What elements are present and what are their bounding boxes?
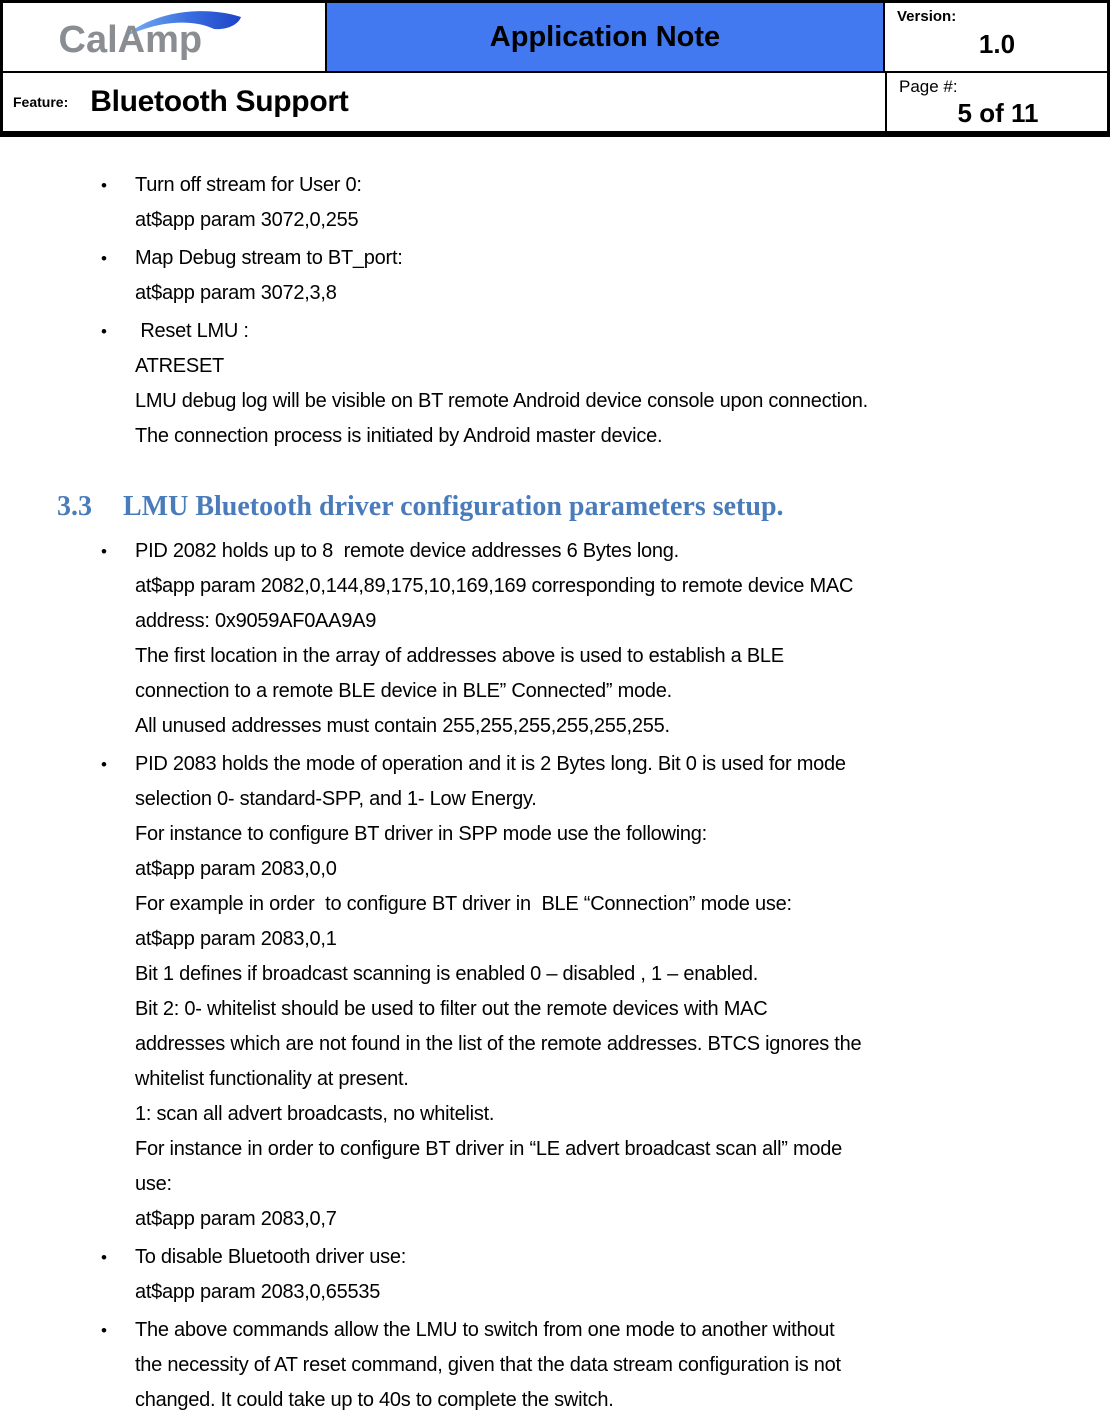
text-line: Turn off stream for User 0: xyxy=(135,174,362,196)
header-row-2 xyxy=(3,73,1107,131)
text-line: at$app param 2083,0,0 xyxy=(135,858,337,880)
text-line: at$app param 2082,0,144,89,175,10,169,169 corresponding to remote device MAC xyxy=(135,575,854,597)
text-line: at$app param 2083,0,7 xyxy=(135,1208,337,1230)
text-line: ATRESET xyxy=(135,355,225,377)
header-row-1 xyxy=(3,3,1107,73)
list-item xyxy=(0,747,1110,1237)
text-line: The connection process is initiated by Android master device. xyxy=(135,425,663,447)
text-line: PID 2083 holds the mode of operation and it is 2 Bytes long. Bit 0 is used for mode xyxy=(135,753,846,775)
text-line: at$app param 2083,0,1 xyxy=(135,928,337,950)
section-title: LMU Bluetooth driver configuration parameters setup. xyxy=(123,491,784,522)
text-line: Reset LMU : xyxy=(135,320,249,342)
bullet-icon: • xyxy=(101,322,107,341)
text-line: Map Debug stream to BT_port: xyxy=(135,247,403,269)
bullet-icon: • xyxy=(101,249,107,268)
bullet-icon: • xyxy=(101,542,107,561)
text-line: Bit 2: 0- whitelist should be used to filter out the remote devices with MAC xyxy=(135,998,768,1020)
text-line: use: xyxy=(135,1173,172,1195)
bullet-icon: • xyxy=(101,755,107,774)
version-value: 1.0 xyxy=(978,29,1016,59)
list-item xyxy=(0,314,1110,454)
bullet-icon: • xyxy=(101,1321,107,1340)
calamp-logo-text: CalAmp xyxy=(58,19,203,61)
text-line: To disable Bluetooth driver use: xyxy=(135,1246,407,1268)
calamp-logo xyxy=(57,10,272,64)
list-item xyxy=(0,241,1110,311)
list-item xyxy=(0,534,1110,744)
text-line: For instance to configure BT driver in SPP mode use the following: xyxy=(135,823,707,845)
page-label: Page #: xyxy=(899,77,958,96)
version-label: Version: xyxy=(897,8,957,25)
page-value: 5 of 11 xyxy=(957,98,1039,128)
text-line: All unused addresses must contain 255,255,255,255,255,255. xyxy=(135,715,670,737)
list-item xyxy=(0,1313,1110,1416)
section-heading xyxy=(57,488,1090,526)
text-line: selection 0- standard-SPP, and 1- Low Energy. xyxy=(135,788,537,810)
text-line: address: 0x9059AF0AA9A9 xyxy=(135,610,377,632)
text-line: addresses which are not found in the list of the remote addresses. BTCS ignores the xyxy=(135,1033,862,1055)
feature-value: Bluetooth Support xyxy=(90,85,349,118)
doc-type-title: Application Note xyxy=(489,20,721,53)
text-line: PID 2082 holds up to 8 remote device addresses 6 Bytes long. xyxy=(135,540,679,562)
feature-cell xyxy=(3,73,885,131)
doc-type-cell xyxy=(325,3,885,71)
text-line: Bit 1 defines if broadcast scanning is enabled 0 – disabled , 1 – enabled. xyxy=(135,963,759,985)
text-line: whitelist functionality at present. xyxy=(135,1068,409,1090)
text-line: For instance in order to configure BT driver in “LE advert broadcast scan all” mode xyxy=(135,1138,843,1160)
text-line: at$app param 3072,3,8 xyxy=(135,282,337,304)
text-line: connection to a remote BLE device in BLE” Connected” mode. xyxy=(135,680,672,702)
section-number: 3.3 xyxy=(57,491,92,522)
page-number-cell xyxy=(885,73,1107,131)
text-line: The above commands allow the LMU to switch from one mode to another without xyxy=(135,1319,835,1341)
text-line: the necessity of AT reset command, given that the data stream configuration is not xyxy=(135,1354,841,1376)
list-item xyxy=(0,168,1110,238)
bullet-icon: • xyxy=(101,1248,107,1267)
text-line: LMU debug log will be visible on BT remote Android device console upon connection. xyxy=(135,390,868,412)
list-item xyxy=(0,1240,1110,1310)
text-line: changed. It could take up to 40s to complete the switch. xyxy=(135,1389,614,1411)
text-line: at$app param 2083,0,65535 xyxy=(135,1281,381,1303)
bullet-icon: • xyxy=(101,176,107,195)
text-line: 1: scan all advert broadcasts, no whitelist. xyxy=(135,1103,495,1125)
text-line: at$app param 3072,0,255 xyxy=(135,209,359,231)
app-note-header xyxy=(0,0,1110,137)
logo-cell xyxy=(3,3,325,71)
feature-label: Feature: xyxy=(13,94,69,110)
version-cell xyxy=(885,3,1107,71)
text-line: The first location in the array of addresses above is used to establish a BLE xyxy=(135,645,784,667)
document-body xyxy=(0,168,1110,1416)
text-line: For example in order to configure BT driver in BLE “Connection” mode use: xyxy=(135,893,792,915)
